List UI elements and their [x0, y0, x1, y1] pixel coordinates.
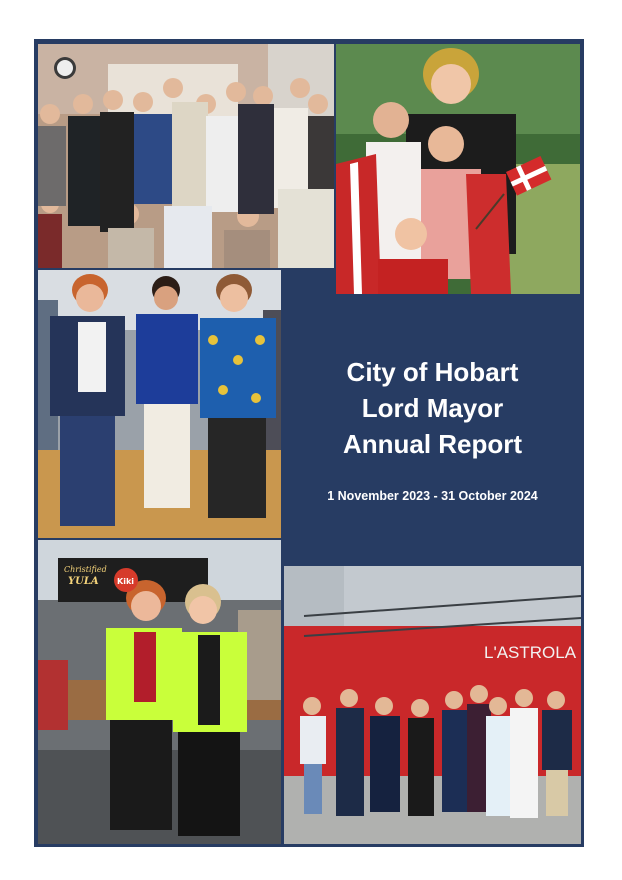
report-title: [284, 354, 581, 462]
title-line-2: Lord Mayor: [361, 393, 504, 423]
market-sign-line-1: Christified: [64, 565, 107, 574]
community-group-photo: [38, 44, 334, 268]
report-date-range: 1 November 2023 - 31 October 2024: [327, 489, 538, 503]
title-panel: [284, 296, 581, 564]
ship-delegation-photo: [284, 566, 581, 844]
ship-name-text: L'ASTROLA: [484, 643, 577, 662]
flag-family-photo: [336, 44, 580, 294]
event-trio-photo: [38, 270, 281, 538]
title-line-1: City of Hobart: [346, 357, 519, 387]
market-pair-photo: [38, 540, 281, 844]
market-sign-line-3: Kiki: [117, 577, 135, 586]
market-sign-line-2: YULA: [68, 576, 99, 587]
title-line-3: Annual Report: [342, 429, 523, 459]
